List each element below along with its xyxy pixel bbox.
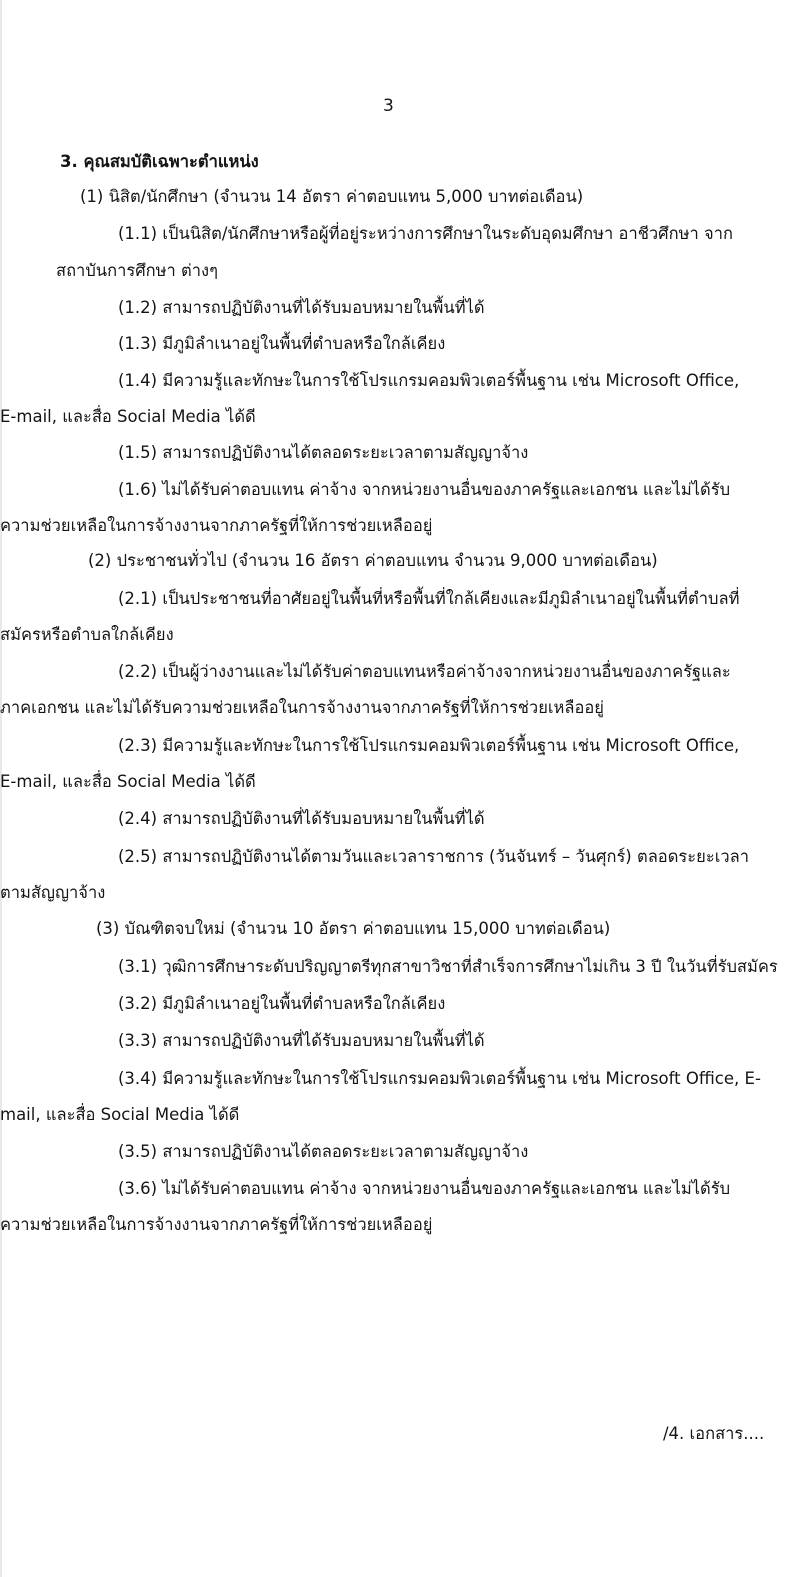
subsection-3: (3) บัณฑิตจบใหม่ (จำนวน 10 อัตรา ค่าตอบแทน 15,000 บาทต่อเดือน) <box>96 919 611 938</box>
item-2-3-cont: E-mail, และสื่อ Social Media ได้ดี <box>0 772 256 791</box>
item-1-1-cont: สถาบันการศึกษา ต่างๆ <box>56 261 218 280</box>
item-3-6: (3.6) ไม่ได้รับค่าตอบแทน ค่าจ้าง จากหน่วยงานอื่นของภาครัฐและเอกชน และไม่ได้รับ <box>118 1179 731 1198</box>
item-1-5: (1.5) สามารถปฏิบัติงานได้ตลอดระยะเวลาตามสัญญาจ้าง <box>118 443 529 462</box>
item-3-2: (3.2) มีภูมิลำเนาอยู่ในพื้นที่ตำบลหรือใกล้เคียง <box>118 994 446 1013</box>
item-3-4-cont: mail, และสื่อ Social Media ได้ดี <box>0 1105 240 1124</box>
section-heading: 3. คุณสมบัติเฉพาะตำแหน่ง <box>60 152 259 171</box>
item-3-1: (3.1) วุฒิการศึกษาระดับปริญญาตรีทุกสาขาวิชาที่สำเร็จการศึกษาไม่เกิน 3 ปี ในวันที่รับสมัคร <box>118 957 778 976</box>
page-number: 3 <box>383 96 394 116</box>
item-1-4-cont: E-mail, และสื่อ Social Media ได้ดี <box>0 407 256 426</box>
item-1-1: (1.1) เป็นนิสิต/นักศึกษาหรือผู้ที่อยู่ระหว่างการศึกษาในระดับอุดมศึกษา อาชีวศึกษา จาก <box>118 224 733 243</box>
item-2-2-cont: ภาคเอกชน และไม่ได้รับความช่วยเหลือในการจ้างงานจากภาครัฐที่ให้การช่วยเหลืออยู่ <box>0 698 604 717</box>
item-2-5: (2.5) สามารถปฏิบัติงานได้ตามวันและเวลาราชการ (วันจันทร์ – วันศุกร์) ตลอดระยะเวลา <box>118 847 749 866</box>
item-2-3: (2.3) มีความรู้และทักษะในการใช้โปรแกรมคอมพิวเตอร์พื้นฐาน เช่น Microsoft Office, <box>118 736 740 755</box>
subsection-2: (2) ประชาชนทั่วไป (จำนวน 16 อัตรา ค่าตอบแทน จำนวน 9,000 บาทต่อเดือน) <box>88 551 658 570</box>
subsection-1: (1) นิสิต/นักศึกษา (จำนวน 14 อัตรา ค่าตอบแทน 5,000 บาทต่อเดือน) <box>80 187 584 206</box>
item-1-2: (1.2) สามารถปฏิบัติงานที่ได้รับมอบหมายในพื้นที่ได้ <box>118 298 485 317</box>
item-3-6-cont: ความช่วยเหลือในการจ้างงานจากภาครัฐที่ให้การช่วยเหลืออยู่ <box>0 1215 433 1234</box>
item-3-3: (3.3) สามารถปฏิบัติงานที่ได้รับมอบหมายในพื้นที่ได้ <box>118 1031 485 1050</box>
item-1-4: (1.4) มีความรู้และทักษะในการใช้โปรแกรมคอมพิวเตอร์พื้นฐาน เช่น Microsoft Office, <box>118 371 740 390</box>
item-1-3: (1.3) มีภูมิลำเนาอยู่ในพื้นที่ตำบลหรือใกล้เคียง <box>118 334 446 353</box>
continuation-note: /4. เอกสาร.... <box>663 1424 765 1443</box>
item-3-5: (3.5) สามารถปฏิบัติงานได้ตลอดระยะเวลาตามสัญญาจ้าง <box>118 1142 529 1161</box>
item-2-5-cont: ตามสัญญาจ้าง <box>0 883 106 902</box>
item-3-4: (3.4) มีความรู้และทักษะในการใช้โปรแกรมคอมพิวเตอร์พื้นฐาน เช่น Microsoft Office, E- <box>118 1069 761 1088</box>
item-2-1: (2.1) เป็นประชาชนที่อาศัยอยู่ในพื้นที่หรือพื้นที่ใกล้เคียงและมีภูมิลำเนาอยู่ในพื้นที่ตำบลที่ <box>118 589 740 608</box>
item-1-6: (1.6) ไม่ได้รับค่าตอบแทน ค่าจ้าง จากหน่วยงานอื่นของภาครัฐและเอกชน และไม่ได้รับ <box>118 480 731 499</box>
item-2-2: (2.2) เป็นผู้ว่างงานและไม่ได้รับค่าตอบแทนหรือค่าจ้างจากหน่วยงานอื่นของภาครัฐและ <box>118 662 731 681</box>
item-2-1-cont: สมัครหรือตำบลใกล้เคียง <box>0 625 174 644</box>
item-2-4: (2.4) สามารถปฏิบัติงานที่ได้รับมอบหมายในพื้นที่ได้ <box>118 809 485 828</box>
item-1-6-cont: ความช่วยเหลือในการจ้างงานจากภาครัฐที่ให้การช่วยเหลืออยู่ <box>0 516 433 535</box>
